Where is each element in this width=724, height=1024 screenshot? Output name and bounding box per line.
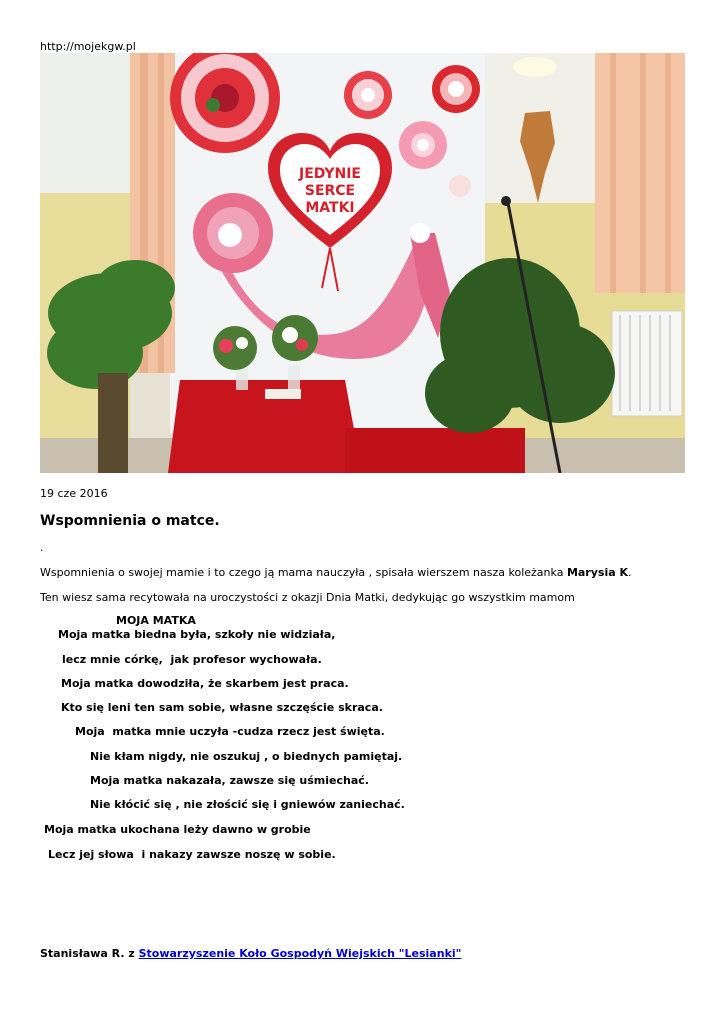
poem-line-5: Moja matka mnie uczyła -cudza rzecz jest święta. (75, 725, 385, 738)
article-photo (40, 53, 685, 473)
poem-line-6: Nie kłam nigdy, nie oszukuj , o biednych pamiętaj. (90, 750, 403, 763)
intro-author: Marysia K (566, 566, 628, 579)
poem-line-2: lecz mnie córkę, jak profesor wychowała. (62, 653, 322, 666)
association-link[interactable]: Stowarzyszenie Koło Gospodyń Wiejskich "Lesianki" (138, 947, 462, 960)
article-title: Wspomnienia o matce. (40, 513, 220, 529)
intro-paragraph-2: Ten wiesz sama recytowała na uroczystości z okazji Dnia Matki, dedykując go wszystkim mamom (40, 591, 575, 604)
separator-dot: . (40, 541, 44, 554)
poem-line-4: Kto się leni ten sam sobie, własne szczęście skraca. (61, 701, 383, 714)
heart-sign-line-3: MATKI (305, 200, 355, 216)
poem-title: MOJA MATKA (116, 614, 196, 627)
heart-sign-line-2: SERCE (304, 183, 356, 199)
intro-text: Wspomnienia o swojej mamie i to czego ją mama nauczyła , spisała wierszem nasza koleżanka (40, 566, 567, 579)
poem-line-7: Moja matka nakazała, zawsze się uśmiechać. (90, 774, 369, 787)
poem-line-8: Nie kłócić się , nie złościć się i gniewów zaniechać. (90, 798, 405, 811)
intro-end: . (628, 566, 632, 579)
intro-paragraph (40, 566, 632, 579)
heart-sign-line-1: JEDYNIE (298, 166, 362, 182)
poem-line-3: Moja matka dowodziła, że skarbem jest praca. (61, 677, 349, 690)
author-footer (40, 947, 461, 960)
poem-line-9: Moja matka ukochana leży dawno w grobie (44, 823, 311, 836)
poem-line-10: Lecz jej słowa i nakazy zawsze noszę w sobie. (48, 848, 336, 861)
poem-line-1: Moja matka biedna była, szkoły nie widziała, (58, 628, 336, 641)
source-url: http://mojekgw.pl (40, 40, 136, 53)
post-date: 19 cze 2016 (40, 487, 108, 500)
footer-author: Stanisława R. z (40, 947, 139, 960)
